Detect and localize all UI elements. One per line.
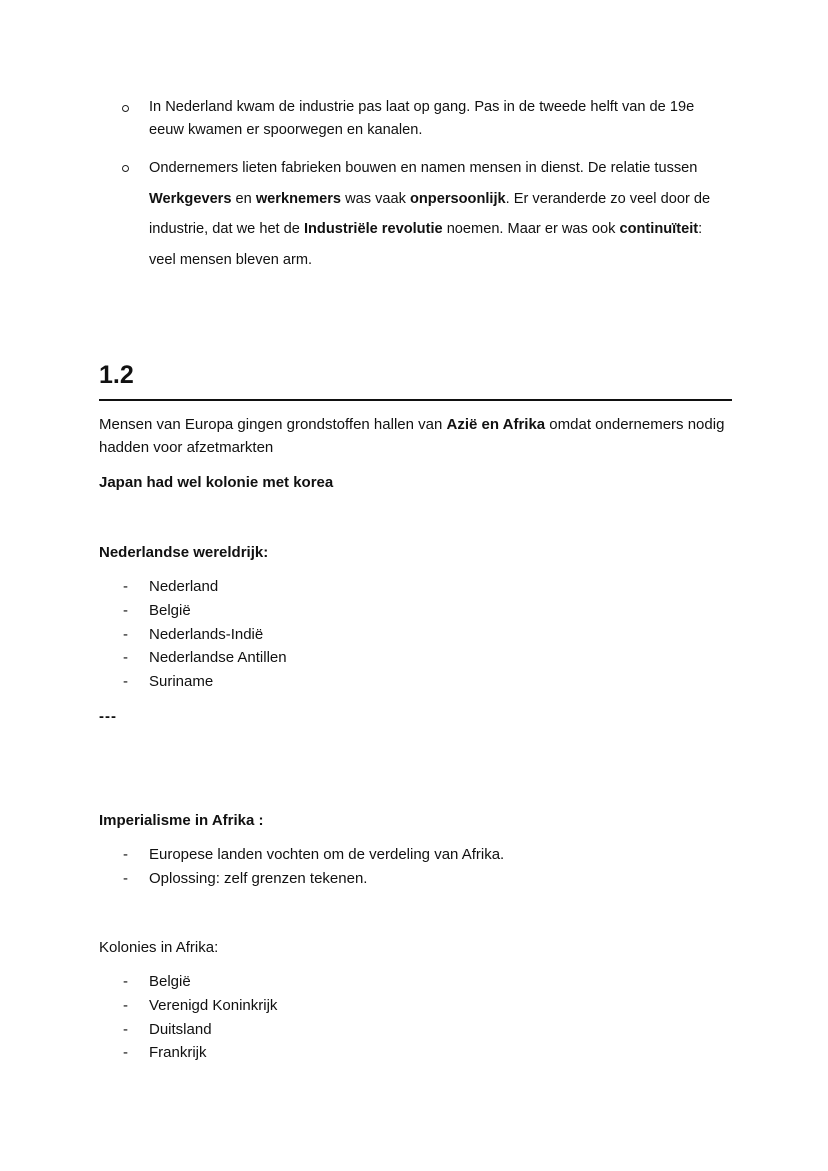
list-item: - België [99,599,287,623]
imperialisme-title: Imperialisme in Afrika : [99,812,264,829]
list-item: - Nederland [99,575,287,599]
separator: --- [99,708,117,725]
bold-industriele-revolutie: Industriële revolutie [303,221,443,237]
list-item: - Europese landen vochten om de verdeling van Afrika. [99,843,504,867]
imperialisme-list [99,843,504,891]
japan-line: Japan had wel kolonie met korea [99,474,334,491]
wereldrijk-list [99,575,287,694]
bold-onpersoonlijk: onpersoonlijk [409,190,506,207]
intro-paragraph: Mensen van Europa gingen grondstoffen hallen van Azië en Afrika omdat ondernemers nodig hadden voor afzetmarkten [99,416,725,456]
bold-continuiteit: continuïteit [619,221,699,237]
circle-bullet-list [122,96,732,275]
list-item: - België [99,970,277,994]
kolonies-list [99,970,277,1065]
bullet-item-ondernemers: Ondernemers lieten fabrieken bouwen en namen mensen in dienst. De relatie tussen Werkgevers en werknemers was vaak onpersoonlijk. Er veranderde zo veel door de industrie, dat we het de Industriële revolutie noemen. Maar er was ook continuïteit: veel mensen bleven arm. [122,153,732,275]
bold-azie-afrika: Azië en Afrika [446,416,546,433]
bold-werkgevers: Werkgevers [149,190,232,207]
list-item: - Suriname [99,670,287,694]
wereldrijk-title: Nederlandse wereldrijk: [99,544,269,561]
list-item: - Nederlands-Indië [99,623,287,647]
section-heading: 1.2 [99,361,134,389]
list-item: - Verenigd Koninkrijk [99,994,277,1018]
bullet-item-industrie: In Nederland kwam de industrie pas laat op gang. Pas in de tweede helft van de 19e eeuw kwamen er spoorwegen en kanalen. [122,96,732,142]
bold-werknemers: werknemers [255,190,342,207]
list-item: - Oplossing: zelf grenzen tekenen. [99,867,504,891]
list-item: - Duitsland [99,1018,277,1042]
list-item: - Frankrijk [99,1041,277,1065]
kolonies-title: Kolonies in Afrika: [99,939,219,956]
heading-underline [99,399,732,401]
list-item: - Nederlandse Antillen [99,646,287,670]
